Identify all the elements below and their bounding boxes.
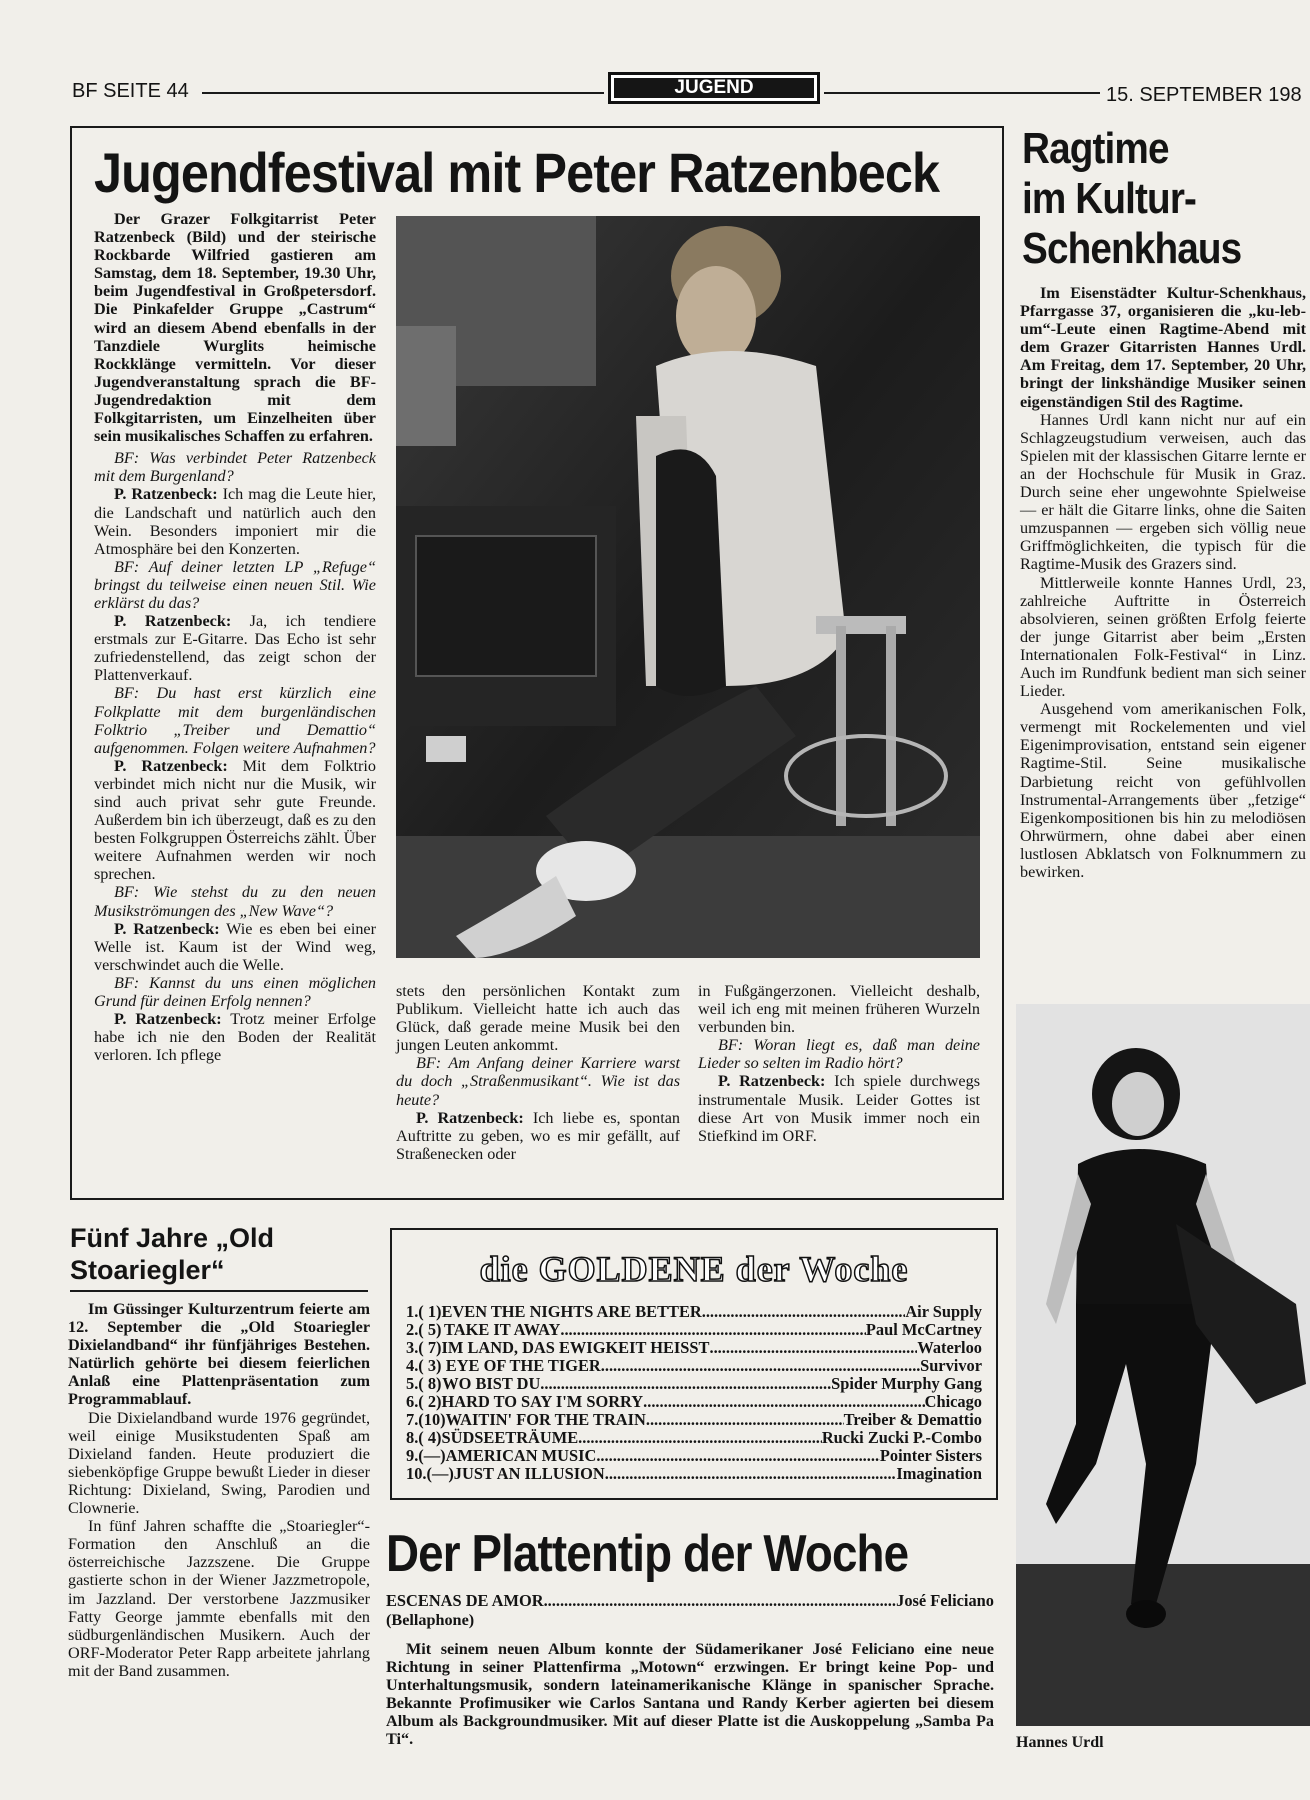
plattentip-artist: José Feliciano bbox=[896, 1591, 994, 1610]
chart-artist: Pointer Sisters bbox=[879, 1446, 982, 1465]
chart-entry bbox=[406, 1321, 982, 1339]
stoariegler-title bbox=[70, 1222, 274, 1286]
ragtime-paragraph: Mittlerweile konnte Hannes Urdl, 23, zahlreiche Auftritte in Österreich absolvieren, seinen größten Erfolg feierte der junge Gitarrist aber beim „Ersten Internationalen Folk-Festival“ in Linz. Auch im Rundfunk bedient man sich seiner Lieder. bbox=[1020, 573, 1306, 701]
chart-position: 1.( 1) bbox=[406, 1302, 442, 1321]
chart-entry bbox=[406, 1375, 982, 1393]
stoariegler-paragraph: Die Dixielandband wurde 1976 gegründet, weil einige Musikstudenten Spaß am Dixieland fanden. Heute produziert die siebenköpfige Gruppe bewußt Lieder in dieser Richtung: Dixieland, Swing, Parodien und Clownerie. bbox=[68, 1408, 370, 1518]
answer-7 bbox=[698, 1072, 980, 1144]
chart-song-title: HARD TO SAY I'M SORRY bbox=[441, 1392, 644, 1411]
chart-song-title: AMERICAN MUSIC bbox=[445, 1446, 597, 1465]
chart-position: 2.( 5) bbox=[406, 1320, 442, 1339]
ragtime-paragraph: Ausgehend vom amerikanischen Folk, vermengt mit Rockelementen und viel Eigenimprovisation, entstand sein eigener Ragtime-Stil. Seine musikalische Darbietung reicht von gefühlvollen Instrumental-Arrangements über „fetzige“ Eigenkompositionen bis hin zu melodiösen Ohrwürmern, ohne dabei aber einen lustlosen Abklatsch von Folknummern zu bewirken. bbox=[1020, 700, 1306, 881]
chart-song-title: EVEN THE NIGHTS ARE BETTER bbox=[441, 1302, 702, 1321]
ragtime-title-line: im Kultur- bbox=[1022, 174, 1197, 223]
stoariegler-article bbox=[68, 1300, 370, 1680]
ragtime-title-line: Ragtime bbox=[1022, 124, 1169, 173]
chart-position: 7.(10) bbox=[406, 1410, 446, 1429]
answer-speaker: P. Ratzenbeck: bbox=[114, 919, 220, 938]
ragtime-title-line: Schenkhaus bbox=[1022, 224, 1242, 273]
chart-title: die GOLDENE der Woche bbox=[479, 1249, 909, 1289]
chart-artist: Rucki Zucki P.-Combo bbox=[821, 1428, 982, 1447]
question-4: BF: Wie stehst du zu den neuen Musikströmungen des „New Wave“? bbox=[94, 883, 376, 920]
answer-5 bbox=[94, 1010, 376, 1064]
question-7: BF: Woran liegt es, daß man deine Lieder so selten im Radio hört? bbox=[698, 1036, 980, 1073]
answer-text: Wie es eben bei einer Welle ist. Kaum ist der Wind weg, verschwindet auch die Welle. bbox=[94, 919, 376, 974]
answer-speaker: P. Ratzenbeck: bbox=[114, 1010, 222, 1029]
leader-dots bbox=[560, 1321, 866, 1339]
plattentip-album-row bbox=[386, 1592, 994, 1610]
chart-song-title: JUST AN ILLUSION bbox=[453, 1464, 605, 1483]
plattentip-album: ESCENAS DE AMOR bbox=[386, 1591, 544, 1610]
leader-dots bbox=[709, 1339, 917, 1357]
chart-position: 4.( 3) bbox=[406, 1356, 442, 1375]
section-label: JUGEND bbox=[614, 78, 814, 98]
answer-text: Mit dem Folktrio verbindet mich nicht nur die Musik, wir sind auch privat sehr gute Freunde. Außerdem bin ich überzeugt, daß es zu den besten Folkgruppen Österreichs zählt. Über weitere Aufnahmen werden wir noch sprechen. bbox=[94, 756, 376, 884]
chart-entry bbox=[406, 1411, 982, 1429]
answer-4 bbox=[94, 920, 376, 974]
header-rule-left bbox=[202, 92, 604, 94]
stoariegler-lead: Im Güssinger Kulturzentrum feierte am 12. September die „Old Stoariegler Dixielandband“ ihr fünfjähriges Bestehen. Natürlich gehörte bei diesem feierlichen Anlaß eine Plattenpräsentation zum Programmablauf. bbox=[68, 1300, 370, 1409]
ragtime-title bbox=[1022, 124, 1241, 274]
leader-dots bbox=[646, 1411, 844, 1429]
answer-6 bbox=[396, 1109, 680, 1163]
question-6: BF: Am Anfang deiner Karriere warst du doch „Straßenmusikant“. Wie ist das heute? bbox=[396, 1054, 680, 1109]
header-rule-right bbox=[824, 92, 1100, 94]
stoariegler-title-line: Fünf Jahre „Old bbox=[70, 1223, 275, 1253]
chart-position: 5.( 8) bbox=[406, 1374, 442, 1393]
page-label: BF SEITE 44 bbox=[72, 80, 189, 102]
leader-dots bbox=[702, 1303, 906, 1321]
answer-speaker: P. Ratzenbeck: bbox=[416, 1108, 524, 1127]
chart-song-title: SÜDSEETRÄUME bbox=[441, 1428, 579, 1447]
question-5: BF: Kannst du uns einen möglichen Grund für deinen Erfolg nennen? bbox=[94, 973, 376, 1011]
answer-3 bbox=[94, 757, 376, 884]
chart-position: 10.(—) bbox=[406, 1464, 454, 1483]
chart-artist: Paul McCartney bbox=[865, 1320, 982, 1339]
leader-dots bbox=[643, 1393, 924, 1411]
answer-speaker: P. Ratzenbeck: bbox=[114, 756, 228, 775]
chart-artist: Air Supply bbox=[905, 1302, 982, 1321]
chart-song-title: IM LAND, DAS EWIGKEIT HEISST bbox=[441, 1338, 710, 1357]
main-article-title: Jugendfestival mit Peter Ratzenbeck bbox=[94, 141, 940, 204]
chart-entry bbox=[406, 1393, 982, 1411]
leader-dots bbox=[601, 1357, 920, 1375]
answer-speaker: P. Ratzenbeck: bbox=[114, 485, 218, 504]
chart-artist: Spider Murphy Gang bbox=[831, 1374, 982, 1393]
chart-position: 6.( 2) bbox=[406, 1392, 442, 1411]
answer-text: Ich liebe es, spontan Auftritte zu geben, wo es mir gefällt, auf Straßenecken oder bbox=[396, 1108, 681, 1163]
main-article-col1 bbox=[94, 210, 376, 1064]
guitarist-photo-illustration bbox=[396, 216, 980, 958]
answer-text: Ja, ich tendiere erstmals zur E-Gitarre. Das Echo ist sehr zufriedenstellend, das zeigt schon der Plattenverkauf. bbox=[94, 612, 377, 685]
chart-song-title: TAKE IT AWAY bbox=[444, 1320, 561, 1339]
answer-text: Ich spiele durchwegs instrumentale Musik. Leider Gottes ist diese Art von Musik immer noch ein Stiefkind im ORF. bbox=[698, 1072, 980, 1145]
stoariegler-rule bbox=[70, 1290, 368, 1292]
chart-entry bbox=[406, 1429, 982, 1447]
main-article-col3 bbox=[698, 982, 980, 1145]
ragtime-lead: Im Eisenstädter Kultur-Schenkhaus, Pfarrgasse 37, organisieren die „ku-leb-um“-Leute einen Ragtime-Abend mit dem Grazer Gitarristen Hannes Urdl. Am Freitag, dem 17. September, 20 Uhr, bringt der linkshändige Musiker seinen eigenständigen Stil des Ragtime. bbox=[1020, 284, 1306, 411]
chart-artist: Chicago bbox=[924, 1392, 982, 1411]
chart-entry bbox=[406, 1303, 982, 1321]
answer-1 bbox=[94, 485, 376, 557]
urdl-photo-caption: Hannes Urdl bbox=[1016, 1734, 1104, 1751]
answer-text: Ich mag die Leute hier, die Landschaft und natürlich auch den Wein. Besonders imponiert mir die Atmosphäre bei den Konzerten. bbox=[94, 485, 376, 558]
chart-entry bbox=[406, 1447, 982, 1465]
leader-dots bbox=[544, 1592, 897, 1610]
question-3: BF: Du hast erst kürzlich eine Folkplatte mit dem burgenländischen Folktrio „Treiber und Demattio“ aufgenommen. Folgen weitere Aufnahmen? bbox=[94, 684, 376, 757]
chart-position: 3.( 7) bbox=[406, 1338, 442, 1357]
chart-artist: Treiber & Demattio bbox=[843, 1410, 982, 1429]
leader-dots bbox=[578, 1429, 822, 1447]
question-1: BF: Was verbindet Peter Ratzenbeck mit dem Burgenland? bbox=[94, 449, 376, 486]
chart-song-title: WAITIN' FOR THE TRAIN bbox=[445, 1410, 646, 1429]
chart-artist: Survivor bbox=[920, 1356, 982, 1375]
answer-speaker: P. Ratzenbeck: bbox=[114, 612, 232, 631]
ratzenbeck-photo bbox=[396, 216, 980, 958]
plattentip-label: (Bellaphone) bbox=[386, 1611, 475, 1629]
answer-2 bbox=[94, 612, 376, 684]
chart-entry bbox=[406, 1357, 982, 1375]
plattentip-text: Mit seinem neuen Album konnte der Südamerikaner José Feliciano eine neue Richtung in seiner Plattenfirma „Motown“ erzwingen. Er bringt keine Pop- und Unterhaltungsmusik, sondern lateinamerikanische Klänge in spanischer Sprache. Bekannte Profimusiker wie Carlos Santana und Randy Kerber agierten bei diesem Album als Backgroundmusiker. Mit auf dieser Platte ist die Auskoppelung „Samba Pa Ti“. bbox=[386, 1640, 994, 1749]
chart-song-title: WO BIST DU bbox=[442, 1374, 541, 1393]
chart-artist: Waterloo bbox=[917, 1338, 982, 1357]
col3-text: in Fußgängerzonen. Vielleicht deshalb, weil ich eng mit meinen früheren Wurzeln verbunden bin. bbox=[698, 982, 980, 1037]
question-2: BF: Auf deiner letzten LP „Refuge“ bringst du teilweise einen neuen Stil. Wie erklärst du das? bbox=[94, 557, 376, 612]
stoariegler-title-line: Stoariegler“ bbox=[70, 1255, 225, 1285]
leader-dots bbox=[596, 1447, 880, 1465]
chart-entry bbox=[406, 1339, 982, 1357]
chart-song-title: EYE OF THE TIGER bbox=[445, 1356, 601, 1375]
urdl-photo bbox=[1016, 1004, 1310, 1726]
ragtime-article bbox=[1020, 284, 1306, 881]
answer-text: Trotz meiner Erfolge habe ich nie den Boden der Realität verloren. Ich pflege bbox=[94, 1010, 376, 1065]
chart-position: 9.(—) bbox=[406, 1446, 446, 1465]
ragtime-paragraph: Hannes Urdl kann nicht nur auf ein Schlagzeugstudium verweisen, auch das Spielen mit der klassischen Gitarre lernte er an der Hochschule für Musik in Graz. Durch seine eher ungewohnte Spielweise — er hält die Gitarre links, ohne die Saiten umzuspannen — ergeben sich völlig neue Griffmöglichkeiten, die typisch für die Ragtime-Musik des Grazers sind. bbox=[1020, 410, 1306, 574]
answer-speaker: P. Ratzenbeck: bbox=[718, 1072, 826, 1091]
chart-artist: Imagination bbox=[896, 1464, 982, 1483]
col2-text: stets den persönlichen Kontakt zum Publikum. Vielleicht hatte ich auch das Glück, daß gerade meine Musik bei den jungen Leuten ankommt. bbox=[396, 982, 680, 1055]
main-article-col2 bbox=[396, 982, 680, 1163]
section-label-box bbox=[608, 72, 820, 104]
stoariegler-paragraph: In fünf Jahren schaffte die „Stoariegler“-Formation den Anschluß an die österreichische Jazzszene. Die Gruppe gastierte schon in der Wiener Jazzmetropole, im Jazzland. Der verstorbene Jazzmusiker Fatty George jammte ebenfalls mit den südburgenländischen Musikern. Auch der ORF-Moderator Peter Rapp arbeitete jahrlang mit der Band zusammen. bbox=[68, 1517, 370, 1680]
chart-position: 8.( 4) bbox=[406, 1428, 442, 1447]
leader-dots bbox=[540, 1375, 831, 1393]
main-article-intro: Der Grazer Folkgitarrist Peter Ratzenbeck (Bild) und der steirische Rockbarde Wilfried gastieren am Samstag, dem 18. September, 19.30 Uhr, beim Jugendfestival in Großpetersdorf. Die Pinkafelder Gruppe „Castrum“ wird an diesem Abend ebenfalls in der Tanzdiele Wurglits heimische Rockklänge vermitteln. Vor dieser Jugendveranstaltung sprach die BF-Jugendredaktion mit dem Folkgitarristen, um Einzelheiten über sein musikalisches Schaffen zu erfahren. bbox=[94, 210, 376, 446]
leader-dots bbox=[605, 1465, 897, 1483]
issue-date: 15. SEPTEMBER 198 bbox=[1106, 84, 1302, 106]
plattentip-title: Der Plattentip der Woche bbox=[386, 1525, 909, 1583]
jumping-guitarist-illustration bbox=[1016, 1004, 1310, 1726]
chart-entry bbox=[406, 1465, 982, 1483]
